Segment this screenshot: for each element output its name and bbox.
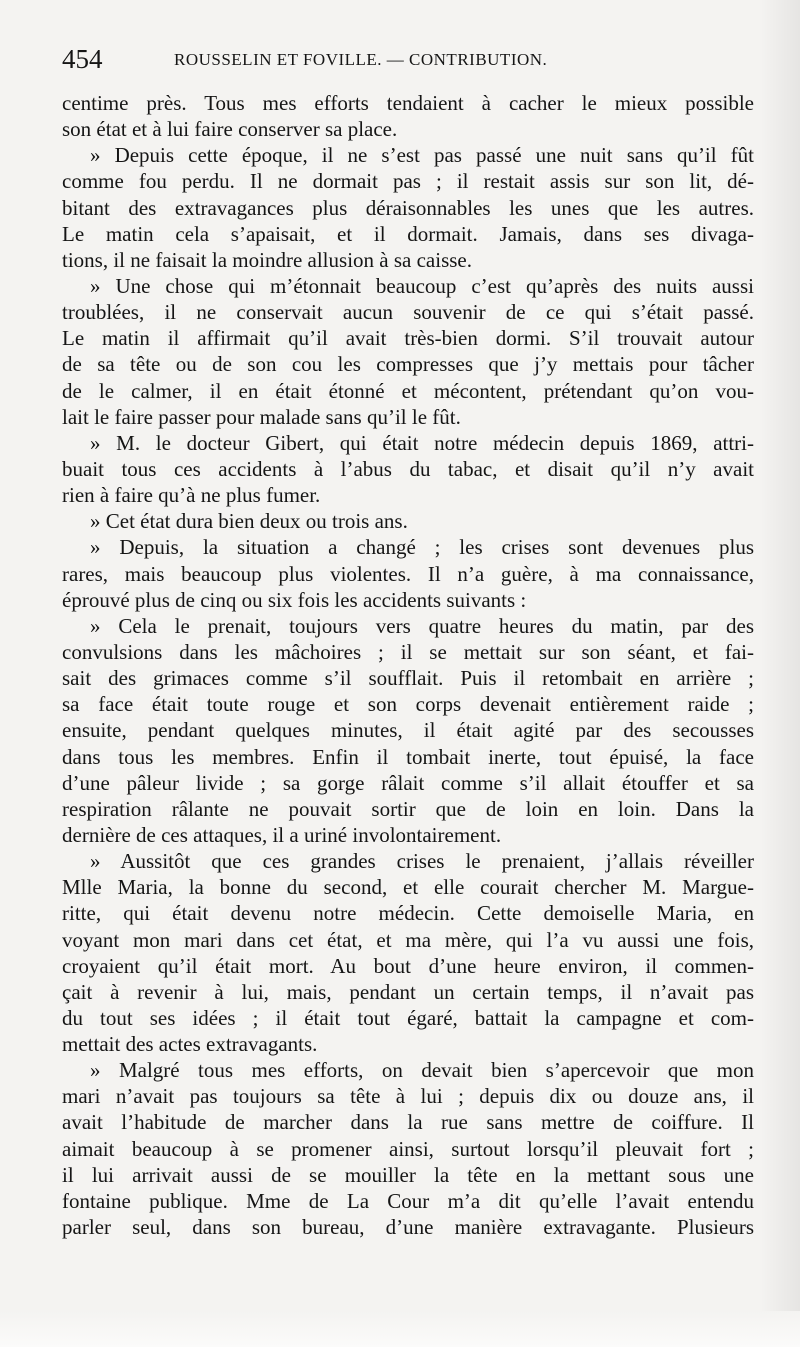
text-line: de le calmer, il en était étonné et mécontent, prétendant qu’on vou-: [62, 378, 754, 403]
text-line: Le matin cela s’apaisait, et il dormait. Jamais, dans ses divaga-: [62, 221, 754, 246]
text-line: ensuite, pendant quelques minutes, il était agité par des secousses: [62, 718, 754, 743]
text-line: mari n’avait pas toujours sa tête à lui ; depuis dix ou douze ans, il: [62, 1084, 754, 1109]
text-line: » Aussitôt que ces grandes crises le prenaient, j’allais réveiller: [90, 849, 754, 874]
text-line: son état et à lui faire conserver sa place.: [62, 117, 398, 142]
text-line: » Cela le prenait, toujours vers quatre heures du matin, par des: [90, 613, 754, 638]
text-line: çait à revenir à lui, mais, pendant un certain temps, il n’avait pas: [62, 979, 754, 1004]
text-line: ritte, qui était devenu notre médecin. Cette demoiselle Maria, en: [62, 901, 754, 926]
text-line: buait tous ces accidents à l’abus du tabac, et disait qu’il n’y avait: [62, 456, 754, 481]
body-text: [62, 90, 754, 1240]
text-line: troublées, il ne conservait aucun souvenir de ce qui s’était passé.: [62, 300, 754, 325]
text-line: voyant mon mari dans cet état, et ma mère, qui l’a vu aussi une fois,: [62, 927, 754, 952]
running-title: ROUSSELIN ET FOVILLE. — CONTRIBUTION.: [174, 50, 548, 69]
text-line: convulsions dans les mâchoires ; il se mettait sur son séant, et fai-: [62, 639, 754, 664]
text-line: d’une pâleur livide ; sa gorge râlait comme s’il allait étouffer et sa: [62, 770, 754, 795]
text-line: rien à faire qu’à ne plus fumer.: [62, 483, 321, 508]
text-line: mettait des actes extravagants.: [62, 1032, 318, 1057]
text-line: bitant des extravagances plus déraisonnables les unes que les autres.: [62, 195, 754, 220]
text-line: » Cet état dura bien deux ou trois ans.: [90, 509, 408, 534]
text-line: tions, il ne faisait la moindre allusion à sa caisse.: [62, 247, 472, 272]
text-line: » Une chose qui m’étonnait beaucoup c’est qu’après des nuits aussi: [90, 273, 754, 298]
text-line: de sa tête ou de son cou les compresses que j’y mettais pour tâcher: [62, 352, 754, 377]
text-line: parler seul, dans son bureau, d’une manière extravagante. Plusieurs: [62, 1215, 754, 1240]
text-line: croyaient qu’il était mort. Au bout d’une heure environ, il commen-: [62, 953, 754, 978]
text-line: lait le faire passer pour malade sans qu’il le fût.: [62, 404, 461, 429]
text-line: centime près. Tous mes efforts tendaient à cacher le mieux possible: [62, 91, 754, 115]
text-line: » Malgré tous mes efforts, on devait bien s’apercevoir que mon: [90, 1058, 754, 1083]
text-line: sait des grimaces comme s’il soufflait. Puis il retombait en arrière ;: [62, 666, 754, 691]
text-line: avait l’habitude de marcher dans la rue sans mettre de coiffure. Il: [62, 1110, 754, 1135]
page-header: [62, 44, 762, 78]
text-line: fontaine publique. Mme de La Cour m’a dit qu’elle l’avait entendu: [62, 1188, 754, 1213]
text-line: comme fou perdu. Il ne dormait pas ; il restait assis sur son lit, dé-: [62, 169, 754, 194]
text-line: Mlle Maria, la bonne du second, et elle courait chercher M. Margue-: [62, 875, 754, 900]
text-line: aimait beaucoup à se promener ainsi, surtout lorsqu’il pleuvait fort ;: [62, 1136, 754, 1161]
text-line: » Depuis cette époque, il ne s’est pas passé une nuit sans qu’il fût: [90, 143, 754, 168]
text-line: » M. le docteur Gibert, qui était notre médecin depuis 1869, attri-: [90, 430, 754, 455]
text-line: éprouvé plus de cinq ou six fois les accidents suivants :: [62, 587, 527, 612]
text-line: Le matin il affirmait qu’il avait très-bien dormi. S’il trouvait autour: [62, 326, 754, 351]
text-line: sa face était toute rouge et son corps devenait entièrement raide ;: [62, 692, 754, 717]
text-line: dernière de ces attaques, il a uriné involontairement.: [62, 822, 502, 847]
text-line: respiration râlante ne pouvait sortir que de loin en loin. Dans la: [62, 796, 754, 821]
text-line: » Depuis, la situation a changé ; les crises sont devenues plus: [90, 535, 754, 560]
text-line: rares, mais beaucoup plus violentes. Il n’a guère, à ma connaissance,: [62, 561, 754, 586]
text-line: il lui arrivait aussi de se mouiller la tête en la mettant sous une: [62, 1162, 754, 1187]
text-line: dans tous les membres. Enfin il tombait inerte, tout épuisé, la face: [62, 744, 754, 769]
page-number: 454: [62, 44, 103, 74]
text-line: du tout ses idées ; il était tout égaré, battait la campagne et com-: [62, 1005, 754, 1030]
